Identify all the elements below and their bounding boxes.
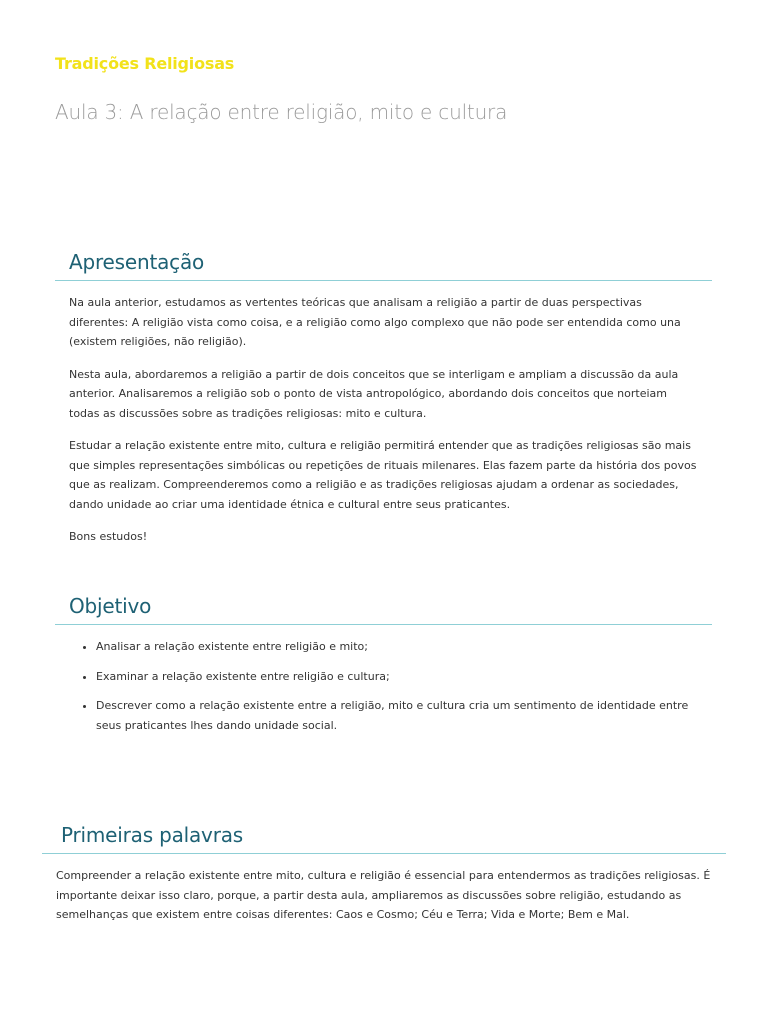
course-title: Tradições Religiosas [55, 54, 235, 73]
lesson-title: Aula 3: A relação entre religião, mito e cultura [55, 100, 508, 124]
section-heading-objetivo: Objetivo [55, 594, 712, 625]
objectives-list [69, 637, 698, 735]
paragraph: Estudar a relação existente entre mito, cultura e religião permitirá entender que as tradições religiosas são mais que simples representações simbólicas ou repetições de rituais milenares. Elas fazem parte da história dos povos que as realizam. Compreenderemos como a religião e as tradições religiosas ajudam a ordenar as sociedades, dando unidade ao criar uma identidade étnica e cultural entre seus praticantes. [69, 439, 697, 511]
section-primeiras-palavras [42, 823, 726, 938]
section-body [42, 854, 726, 925]
section-heading-apresentacao: Apresentação [55, 250, 712, 281]
section-heading-primeiras-palavras: Primeiras palavras [42, 823, 726, 854]
list-item: • Descrever como a relação existente entre a religião, mito e cultura cria um sentimento de identidade entre seus praticantes lhes dando unidade social. [96, 696, 698, 735]
paragraph: Bons estudos! [69, 530, 148, 543]
list-item: • Analisar a relação existente entre religião e mito; [96, 637, 698, 657]
paragraph: Na aula anterior, estudamos as vertentes teóricas que analisam a religião a partir de duas perspectivas diferentes: A religião vista como coisa, e a religião como algo complexo que não pode ser entendida como una (existem religiões, não religião). [69, 296, 681, 348]
section-objetivo [55, 594, 712, 745]
paragraph: Nesta aula, abordaremos a religião a partir de dois conceitos que se interligam e ampliam a discussão da aula anterior. Analisaremos a religião sob o ponto de vista antropológico, abordando dois conceitos que norteiam todas as discussões sobre as tradições religiosas: mito e cultura. [69, 367, 679, 420]
paragraph: Compreender a relação existente entre mito, cultura e religião é essencial para entendermos as tradições religiosas. É importante deixar isso claro, porque, a partir desta aula, ampliaremos as discussões sobre religião, estudando as semelhanças que existem entre coisas diferentes: Caos e Cosmo; Céu e Terra; Vida e Morte; Bem e Mal. [56, 869, 711, 921]
section-body [55, 281, 712, 547]
section-apresentacao [55, 250, 712, 560]
section-body [55, 625, 712, 735]
list-item: • Examinar a relação existente entre religião e cultura; [96, 667, 698, 687]
